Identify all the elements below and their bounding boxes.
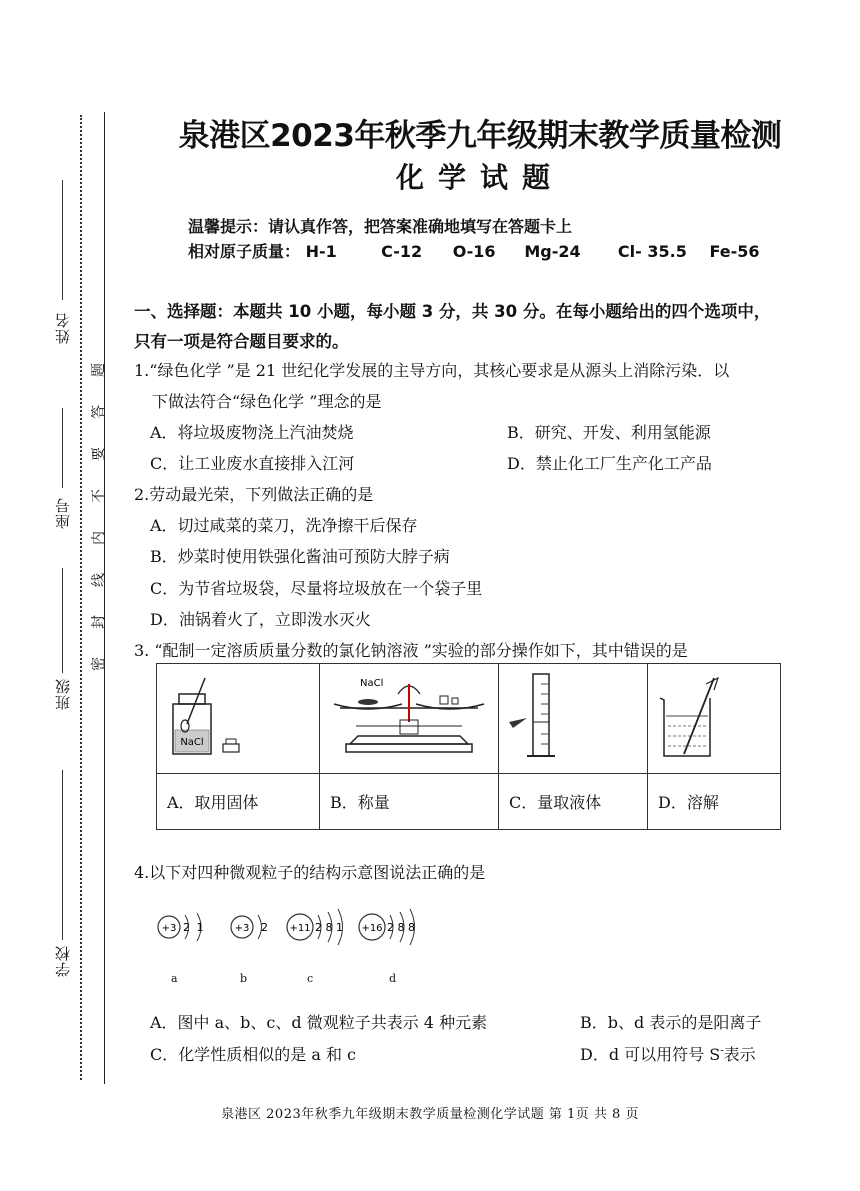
q4-option-d xyxy=(580,1042,756,1065)
q3-image-a xyxy=(157,664,320,774)
seal-char: 要 xyxy=(91,447,107,461)
mass-item: Cl- 35.5 xyxy=(617,242,687,261)
school-label: 学校 xyxy=(54,945,72,977)
atom-label: d xyxy=(389,972,397,985)
seal-char: 密 xyxy=(91,657,107,671)
class-label: 班级 xyxy=(54,678,72,710)
seal-char: 不 xyxy=(91,489,107,503)
electron-shells: 2 8 1 xyxy=(315,921,343,934)
q4-option-b: B．b、d 表示的是阳离子 xyxy=(580,1013,762,1032)
q3-option-b: B．称量 xyxy=(320,774,499,830)
page-footer: 泉港区 2023年秋季九年级期末教学质量检测化学试题 第 1页 共 8 页 xyxy=(221,1107,639,1122)
q2-option-d: D．油锅着火了，立即泼水灭火 xyxy=(150,610,371,629)
beaker-stirring-icon xyxy=(648,664,780,769)
binding-dotted-line xyxy=(80,115,82,1080)
seal-char: 线 xyxy=(91,573,107,587)
seal-char: 题 xyxy=(91,363,107,377)
q1-option-c: C．让工业废水直接排入江河 xyxy=(150,454,355,473)
q4-option-a: A．图中 a、b、c、d 微观粒子共表示 4 种元素 xyxy=(150,1013,488,1032)
nucleus-charge: +16 xyxy=(361,923,383,934)
seat-blank xyxy=(62,408,63,488)
q3-image-c xyxy=(499,664,648,774)
q1-stem: 1.“绿色化学 ”是 21 世纪化学发展的主导方向，其核心要求是从源头上消除污染．以 xyxy=(134,361,730,380)
atom-label: b xyxy=(240,972,248,985)
q4-option-d-suffix: 表示 xyxy=(723,1045,756,1064)
atom-diagram-d xyxy=(356,905,436,955)
tip-text: 温馨提示：请认真作答，把答案准确地填写在答题卡上 xyxy=(188,217,573,236)
nucleus-charge: +3 xyxy=(161,923,177,934)
mass-item: H-1 xyxy=(305,242,337,261)
exam-subtitle: 化学试题 xyxy=(395,161,564,194)
q4-option-c: C．化学性质相似的是 a 和 c xyxy=(150,1045,357,1064)
seal-char: 封 xyxy=(91,615,107,629)
nucleus-charge: +3 xyxy=(234,923,250,934)
mass-item: Mg-24 xyxy=(524,242,581,261)
atom-diagram-c xyxy=(284,905,364,955)
ion-charge-superscript: - xyxy=(720,1045,724,1057)
balance-icon xyxy=(320,664,498,769)
atom-label: c xyxy=(307,972,314,985)
school-blank xyxy=(62,770,63,940)
seal-line-text xyxy=(88,360,108,674)
section-heading-cont: 只有一项是符合题目要求的。 xyxy=(134,332,349,351)
q3-image-b xyxy=(320,664,499,774)
q2-stem: 2.劳动最光荣，下列做法正确的是 xyxy=(134,485,374,504)
q3-option-d: D．溶解 xyxy=(648,774,781,830)
electron-shells: 2 xyxy=(261,921,268,934)
name-label: 姓名 xyxy=(54,312,72,344)
mass-item: C-12 xyxy=(381,242,423,261)
q4-stem: 4.以下对四种微观粒子的结构示意图说法正确的是 xyxy=(134,863,486,882)
q3-option-c: C．量取液体 xyxy=(499,774,648,830)
atom-diagram-a xyxy=(155,905,225,955)
seal-char: 内 xyxy=(91,531,107,545)
q3-option-a: A．取用固体 xyxy=(157,774,320,830)
q2-option-c: C．为节省垃圾袋，尽量将垃圾放在一个袋子里 xyxy=(150,579,483,598)
exam-title: 泉港区2023年秋季九年级期末教学质量检测 xyxy=(178,118,782,154)
q1-option-b: B．研究、开发、利用氢能源 xyxy=(507,423,711,442)
mass-label: 相对原子质量： xyxy=(188,242,301,261)
seal-char: 答 xyxy=(91,405,107,419)
q2-option-b: B．炒菜时使用铁强化酱油可预防大脖子病 xyxy=(150,547,450,566)
q1-option-a: A．将垃圾废物浇上汽油焚烧 xyxy=(150,423,354,442)
q3-stem: 3. “配制一定溶质质量分数的氯化钠溶液 ”实验的部分操作如下，其中错误的是 xyxy=(134,641,688,660)
reagent-bottle-icon xyxy=(157,664,319,769)
nucleus-charge: +11 xyxy=(289,923,311,934)
q1-stem-cont: 下做法符合“绿色化学 ”理念的是 xyxy=(152,392,382,411)
electron-shells: 2 8 8 xyxy=(387,921,415,934)
q3-image-d xyxy=(648,664,781,774)
electron-shells: 2 1 xyxy=(183,921,204,934)
mass-item: O-16 xyxy=(452,242,496,261)
q2-option-a: A．切过咸菜的菜刀，洗净擦干后保存 xyxy=(150,516,418,535)
seat-label: 座号 xyxy=(54,497,72,529)
q4-option-d-text: D．d 可以用符号 S xyxy=(580,1045,721,1064)
mass-item: Fe-56 xyxy=(709,242,760,261)
name-blank xyxy=(62,180,63,300)
balance-label: NaCl xyxy=(360,678,384,689)
graduated-cylinder-icon xyxy=(499,664,647,769)
class-blank xyxy=(62,568,63,673)
atom-diagram-b xyxy=(228,905,288,955)
q3-operations-table xyxy=(156,663,781,830)
atomic-mass-line xyxy=(188,239,760,262)
q1-option-d: D．禁止化工厂生产化工产品 xyxy=(507,454,712,473)
section-heading: 一、选择题：本题共 10 小题，每小题 3 分，共 30 分。在每小题给出的四个选项中， xyxy=(134,302,771,321)
bottle-label: NaCl xyxy=(180,737,204,748)
atom-label: a xyxy=(171,972,178,985)
